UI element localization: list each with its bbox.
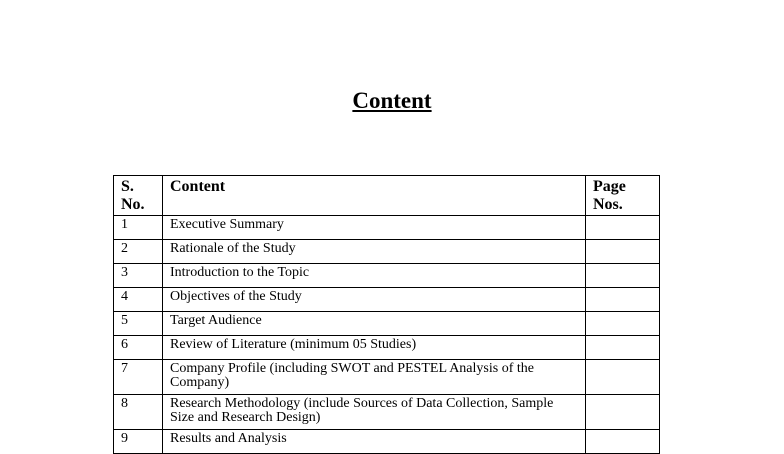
cell-page [586, 264, 660, 288]
cell-sno: 4 [114, 288, 163, 312]
cell-content: Executive Summary [163, 216, 586, 240]
page-title: Content [352, 88, 432, 113]
cell-content: Review of Literature (minimum 05 Studies) [163, 336, 586, 360]
cell-content: Target Audience [163, 312, 586, 336]
cell-sno: 3 [114, 264, 163, 288]
cell-sno: 2 [114, 240, 163, 264]
table-row [114, 288, 660, 312]
cell-content: Objectives of the Study [163, 288, 586, 312]
cell-content: Introduction to the Topic [163, 264, 586, 288]
cell-page [586, 395, 660, 430]
table-row [114, 430, 660, 454]
cell-sno: 6 [114, 336, 163, 360]
table-row [114, 360, 660, 395]
header-sno: S. No. [114, 176, 163, 216]
header-page-nos: Page Nos. [586, 176, 660, 216]
cell-sno: 7 [114, 360, 163, 395]
cell-sno: 9 [114, 430, 163, 454]
table-row [114, 264, 660, 288]
table-header-row [114, 176, 660, 216]
cell-content: Research Methodology (include Sources of Data Collection, Sample Size and Research Design) [163, 395, 586, 430]
cell-sno: 5 [114, 312, 163, 336]
cell-sno: 8 [114, 395, 163, 430]
cell-content: Rationale of the Study [163, 240, 586, 264]
cell-page [586, 312, 660, 336]
cell-page [586, 430, 660, 454]
cell-content: Company Profile (including SWOT and PESTEL Analysis of the Company) [163, 360, 586, 395]
cell-sno: 1 [114, 216, 163, 240]
cell-page [586, 240, 660, 264]
table-row [114, 336, 660, 360]
cell-content: Results and Analysis [163, 430, 586, 454]
contents-table [113, 175, 660, 454]
cell-page [586, 288, 660, 312]
table-row [114, 312, 660, 336]
cell-page [586, 336, 660, 360]
header-content: Content [163, 176, 586, 216]
cell-page [586, 360, 660, 395]
table-row [114, 240, 660, 264]
table-row [114, 395, 660, 430]
cell-page [586, 216, 660, 240]
table-row [114, 216, 660, 240]
